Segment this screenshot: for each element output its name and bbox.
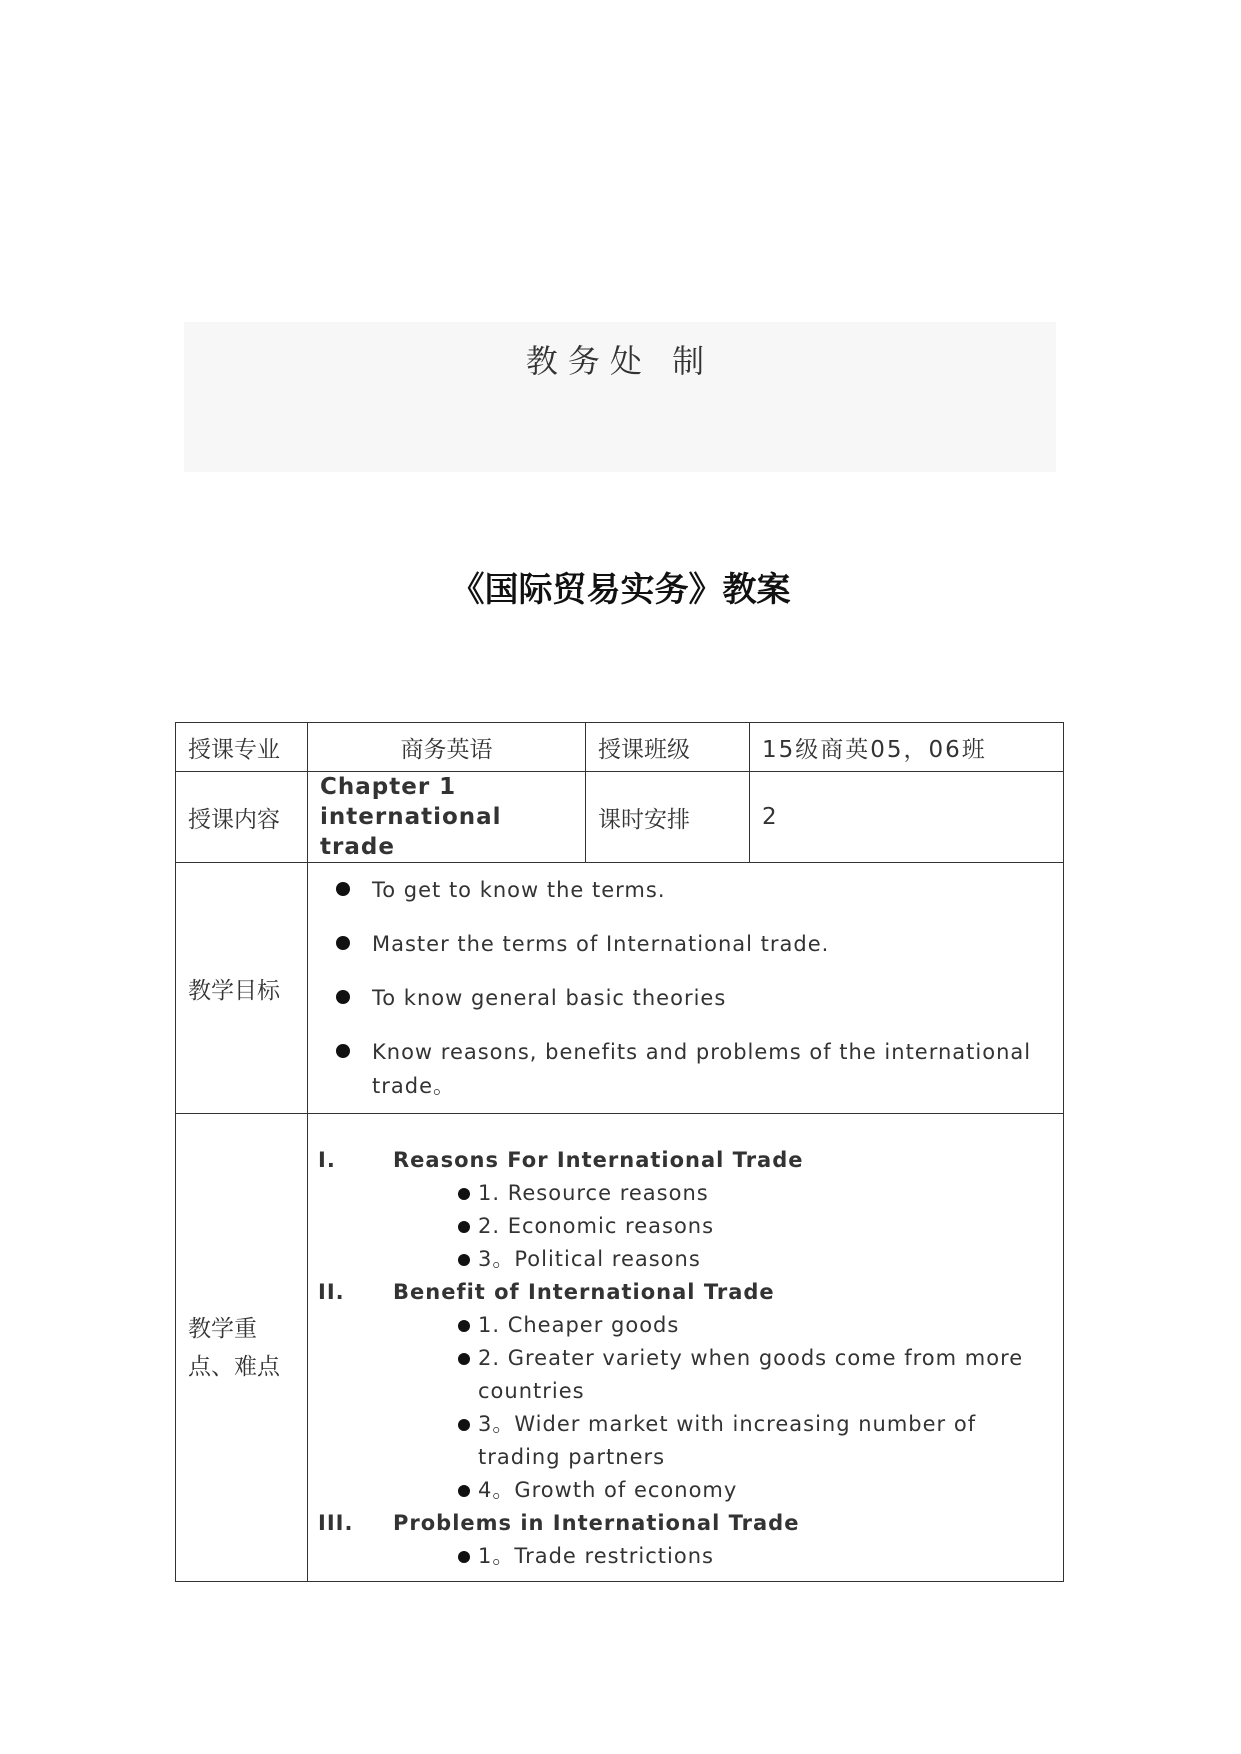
section-numeral: II. — [318, 1280, 345, 1304]
list-item — [372, 981, 1051, 1015]
item-text: 3。Political reasons — [478, 1247, 701, 1271]
document-title: 《国际贸易实务》教案 — [450, 570, 791, 610]
list-item — [318, 1177, 1051, 1210]
list-item — [318, 1243, 1051, 1276]
bullet-icon — [336, 882, 350, 896]
section-numeral: III. — [318, 1511, 354, 1535]
keypoints-label — [176, 1114, 308, 1582]
item-text: 1. Resource reasons — [478, 1181, 709, 1205]
list-item — [372, 1035, 1051, 1103]
bullet-icon — [458, 1485, 470, 1497]
goals-label: 教学目标 — [176, 863, 308, 1114]
list-item — [318, 1540, 1051, 1573]
content-label: 授课内容 — [176, 772, 308, 863]
goals-list — [320, 873, 1051, 1103]
item-text: 2. Greater variety when goods come from more countries — [478, 1346, 1024, 1403]
bullet-icon — [458, 1254, 470, 1266]
section-title: Reasons For International Trade — [393, 1148, 804, 1172]
lesson-plan-table — [175, 722, 1064, 1582]
goal-text: To get to know the terms. — [372, 878, 666, 902]
bullet-icon — [458, 1221, 470, 1233]
section-heading — [318, 1507, 1051, 1540]
major-value: 商务英语 — [308, 723, 586, 772]
goal-text: Know reasons, benefits and problems of the international trade。 — [372, 1040, 1032, 1098]
item-text: 1. Cheaper goods — [478, 1313, 680, 1337]
table-row — [176, 1114, 1064, 1582]
item-text: 3。Wider market with increasing number of trading partners — [478, 1412, 977, 1469]
goal-text: Master the terms of International trade. — [372, 932, 830, 956]
bullet-icon — [458, 1551, 470, 1563]
list-item — [318, 1309, 1051, 1342]
bullet-icon — [336, 990, 350, 1004]
section-numeral: I. — [318, 1148, 336, 1172]
bullet-icon — [458, 1320, 470, 1332]
class-value: 15级商英05，06班 — [750, 723, 1064, 772]
keypoints-label-line2: 点、难点 — [188, 1353, 280, 1380]
item-text: 4。Growth of economy — [478, 1478, 738, 1502]
header-box — [184, 322, 1056, 472]
bullet-icon — [458, 1188, 470, 1200]
hours-label: 课时安排 — [586, 772, 750, 863]
table-row — [176, 772, 1064, 863]
list-item — [318, 1408, 1051, 1474]
goal-text: To know general basic theories — [372, 986, 727, 1010]
hours-value: 2 — [750, 772, 1064, 863]
table-row — [176, 723, 1064, 772]
goals-cell — [308, 863, 1064, 1114]
table-row — [176, 863, 1064, 1114]
item-text: 2. Economic reasons — [478, 1214, 715, 1238]
list-item — [372, 873, 1051, 907]
keypoints-cell — [308, 1114, 1064, 1582]
content-value: Chapter 1 international trade — [308, 772, 586, 863]
list-item — [318, 1342, 1051, 1408]
keypoints-label-line1: 教学重 — [188, 1315, 257, 1342]
keypoints-content — [318, 1114, 1051, 1573]
bullet-icon — [336, 1044, 350, 1058]
bullet-icon — [458, 1419, 470, 1431]
section-heading — [318, 1144, 1051, 1177]
list-item — [318, 1210, 1051, 1243]
list-item — [318, 1474, 1051, 1507]
section-title: Problems in International Trade — [393, 1511, 800, 1535]
header-text: 教务处 制 — [525, 342, 715, 380]
section-title: Benefit of International Trade — [393, 1280, 775, 1304]
bullet-icon — [458, 1353, 470, 1365]
section-heading — [318, 1276, 1051, 1309]
bullet-icon — [336, 936, 350, 950]
major-label: 授课专业 — [176, 723, 308, 772]
class-label: 授课班级 — [586, 723, 750, 772]
item-text: 1。Trade restrictions — [478, 1544, 714, 1568]
list-item — [372, 927, 1051, 961]
